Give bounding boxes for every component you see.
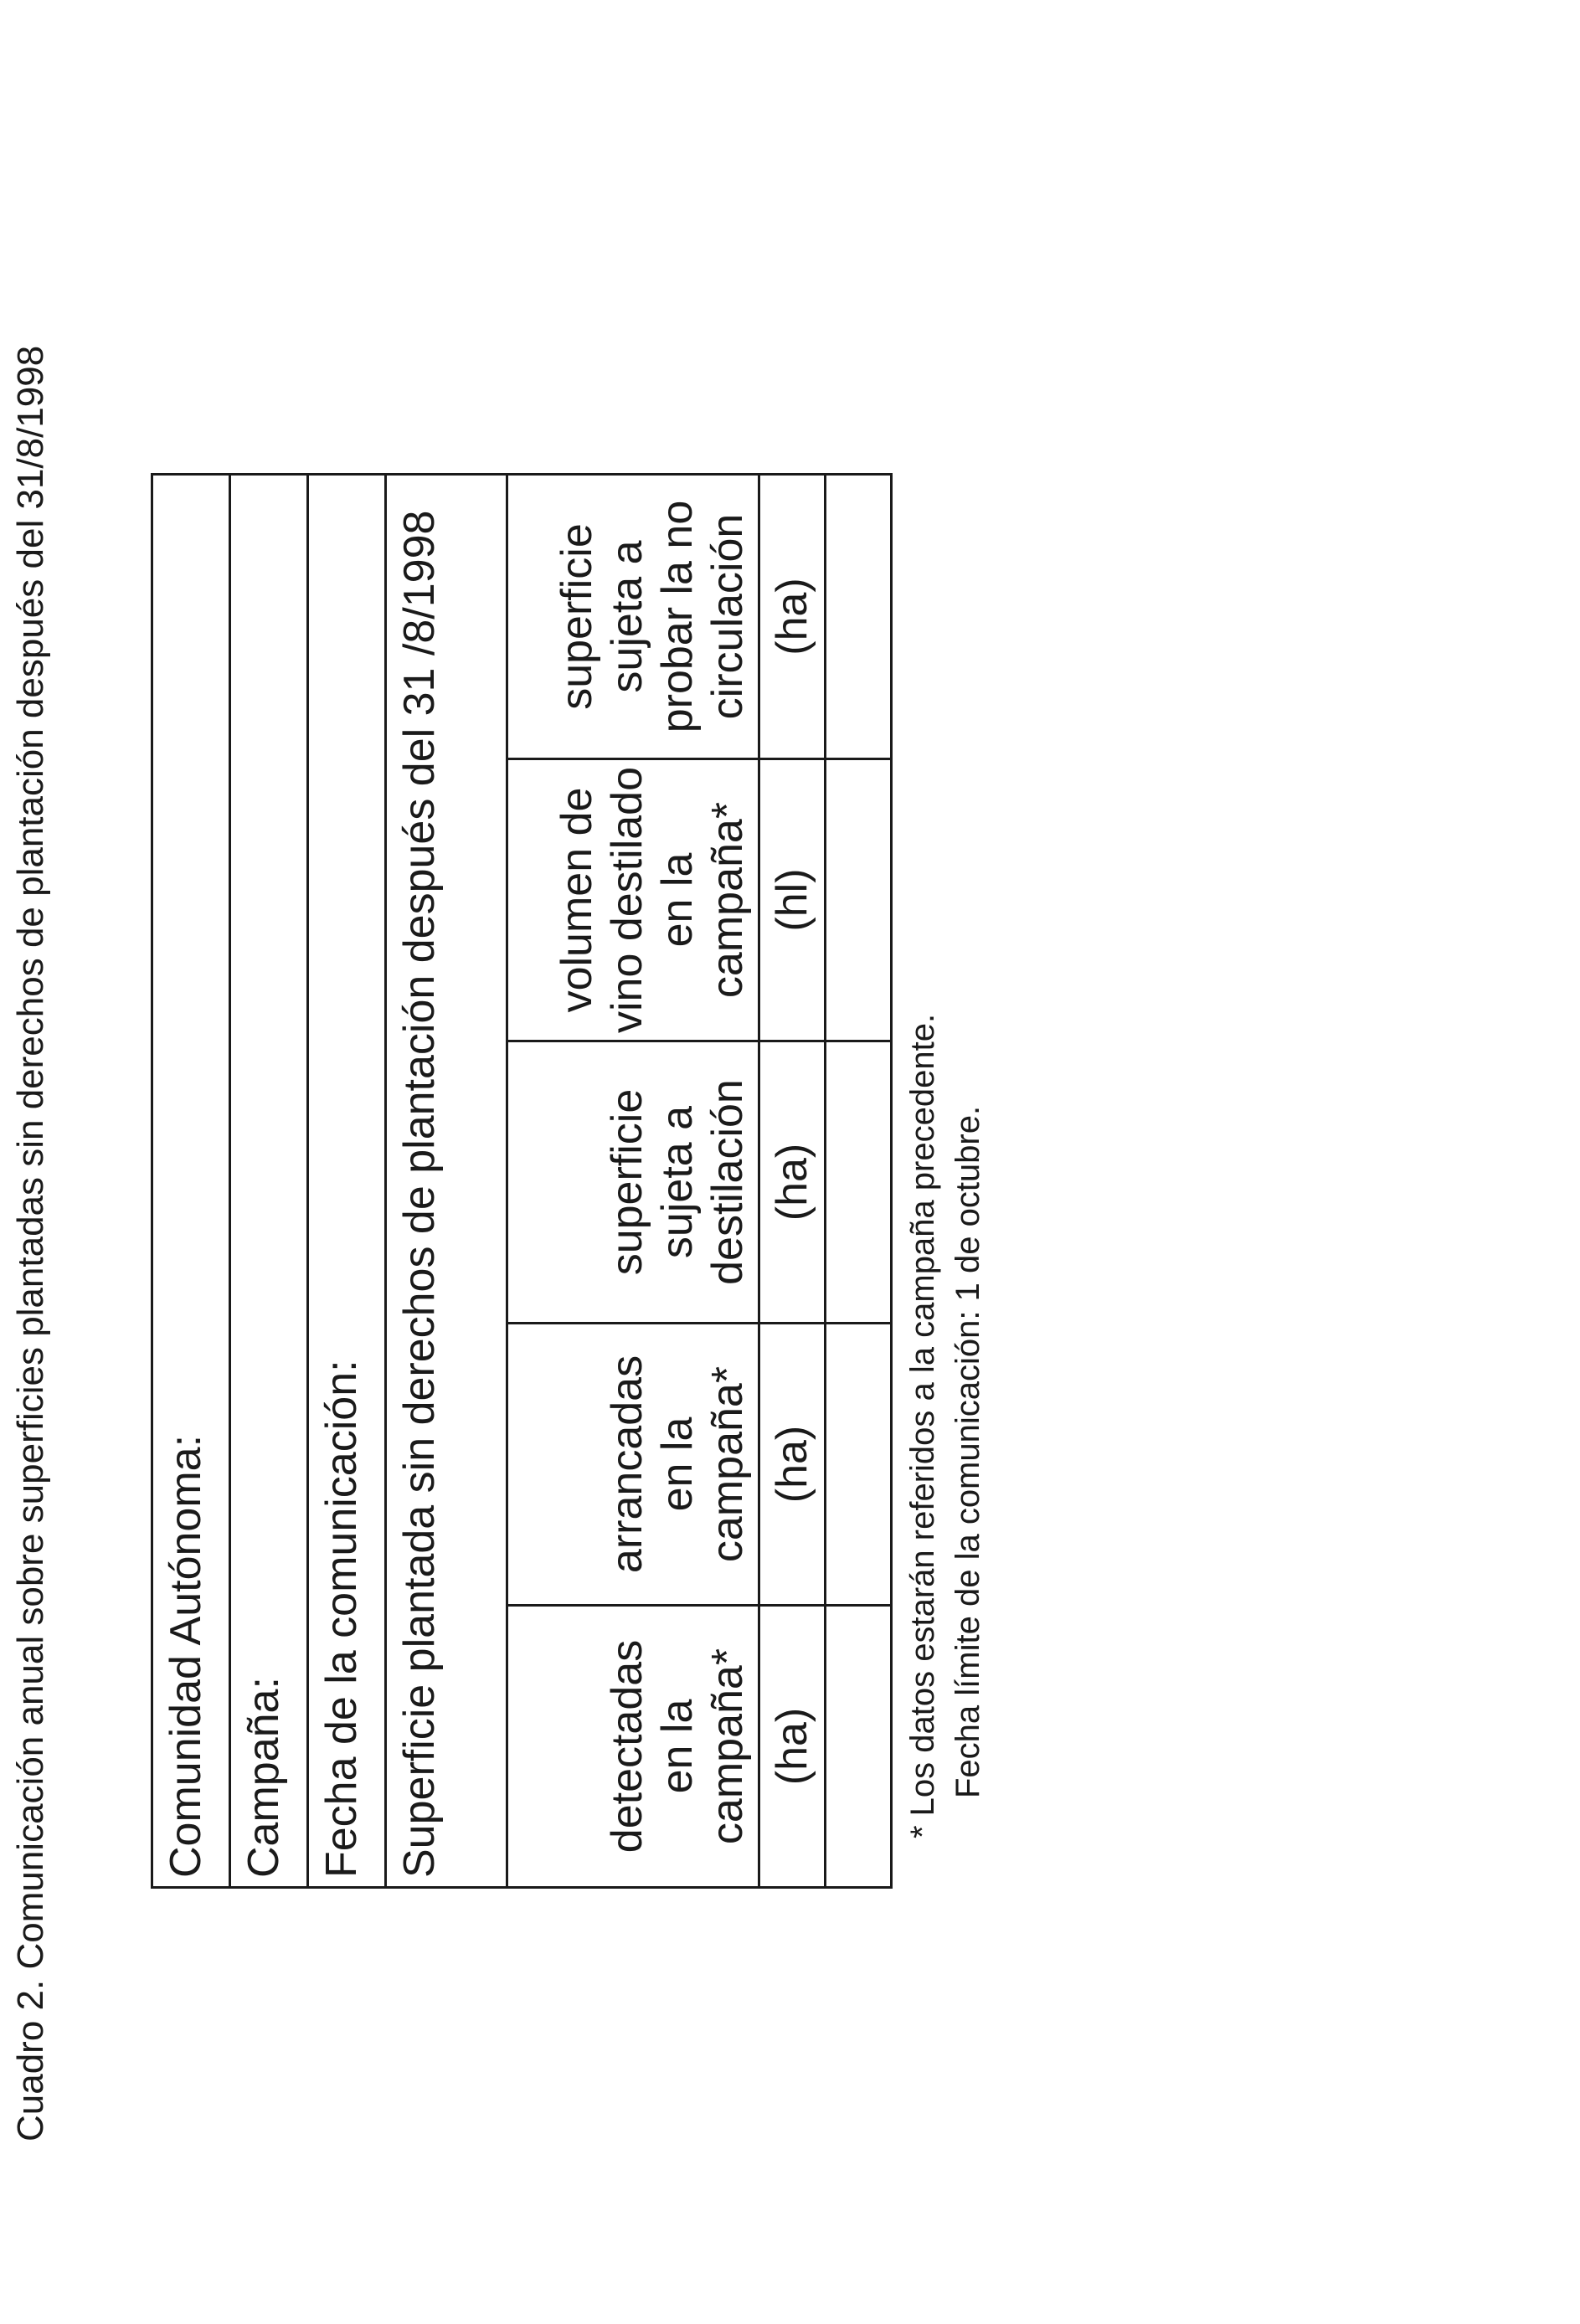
- entry-detectadas[interactable]: [826, 1606, 892, 1888]
- unit-superficie-destilacion: (ha): [759, 1041, 826, 1324]
- column-header-superficie-no-circulacion: superficie sujeta a probar la no circulación: [507, 474, 759, 758]
- row-campana: [230, 474, 308, 1887]
- comunidad-autonoma-field[interactable]: Comunidad Autónoma:: [152, 474, 230, 1887]
- communication-form-table: [151, 473, 893, 1889]
- unit-arrancadas: (ha): [759, 1324, 826, 1606]
- unit-detectadas: (ha): [759, 1606, 826, 1888]
- table-caption: Cuadro 2. Comunicación anual sobre superficies plantadas sin derechos de plantación después del 31/8/1998: [10, 345, 51, 2141]
- row-superficie-heading: [386, 474, 507, 1887]
- data-entry-row: [826, 474, 892, 1887]
- footnote-fecha-limite: Fecha límite de la comunicación: 1 de octubre.: [950, 1105, 986, 1798]
- footnotes: [900, 1014, 991, 1838]
- row-fecha-comunicacion: [308, 474, 386, 1887]
- fecha-comunicacion-field[interactable]: Fecha de la comunicación:: [308, 474, 386, 1887]
- entry-superficie-destilacion[interactable]: [826, 1041, 892, 1324]
- column-header-volumen-vino: volumen de vino destilado en la campaña*: [507, 759, 759, 1041]
- footnote-datos: * Los datos estarán referidos a la campaña precedente.: [904, 1013, 941, 1838]
- entry-superficie-no-circulacion[interactable]: [826, 474, 892, 758]
- entry-arrancadas[interactable]: [826, 1324, 892, 1606]
- campana-field[interactable]: Campaña:: [230, 474, 308, 1887]
- unit-volumen-vino: (hl): [759, 759, 826, 1041]
- unit-row: [759, 474, 826, 1887]
- column-header-row: [507, 474, 759, 1887]
- unit-superficie-no-circulacion: (ha): [759, 474, 826, 758]
- entry-volumen-vino[interactable]: [826, 759, 892, 1041]
- column-header-arrancadas: arrancadas en la campaña*: [507, 1324, 759, 1606]
- superficie-plantada-heading: Superficie plantada sin derechos de plantación después del 31 /8/1998: [386, 474, 507, 1887]
- row-comunidad-autonoma: [152, 474, 230, 1887]
- column-header-detectadas: detectadas en la campaña*: [507, 1606, 759, 1888]
- column-header-superficie-destilacion: superficie sujeta a destilación: [507, 1041, 759, 1324]
